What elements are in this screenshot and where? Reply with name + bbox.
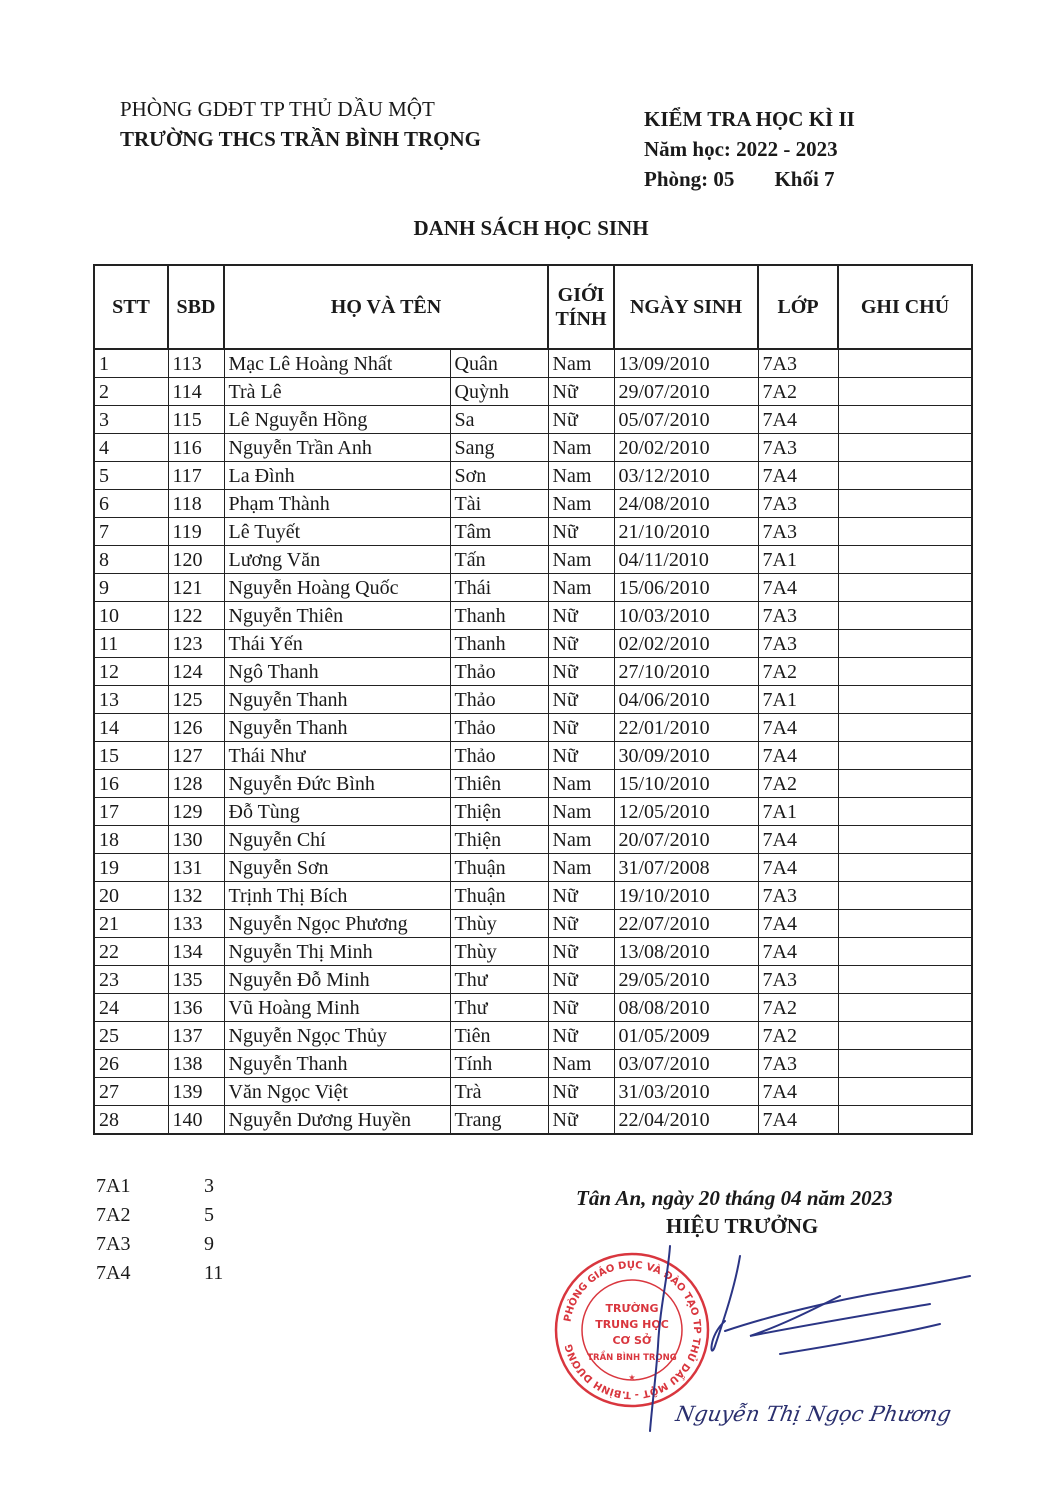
cell-note xyxy=(838,602,972,630)
cell-note xyxy=(838,798,972,826)
cell-given-name: Quân xyxy=(450,349,548,378)
cell-dob: 21/10/2010 xyxy=(614,518,758,546)
summary-row xyxy=(96,1230,223,1259)
cell-gender: Nam xyxy=(548,826,614,854)
cell-gender: Nữ xyxy=(548,1106,614,1135)
cell-note xyxy=(838,938,972,966)
summary-row xyxy=(96,1259,223,1288)
svg-text:PHÒNG GIÁO DỤC VÀ ĐÀO TẠO TP T: PHÒNG GIÁO DỤC VÀ ĐÀO TẠO TP THỦ DẦU MỘT - T.BÌNH DƯƠNG xyxy=(562,1259,703,1401)
cell-stt: 27 xyxy=(94,1078,168,1106)
summary-class: 7A2 xyxy=(96,1204,131,1226)
summary-row xyxy=(96,1172,223,1201)
student-table xyxy=(93,264,973,1135)
cell-sbd: 116 xyxy=(168,434,224,462)
cell-class: 7A3 xyxy=(758,630,838,658)
cell-class: 7A2 xyxy=(758,378,838,406)
cell-dob: 20/07/2010 xyxy=(614,826,758,854)
cell-dob: 22/07/2010 xyxy=(614,910,758,938)
table-row xyxy=(94,994,972,1022)
header-stt: STT xyxy=(94,265,168,349)
table-row xyxy=(94,798,972,826)
cell-family-name: Đỗ Tùng xyxy=(224,798,450,826)
cell-note xyxy=(838,882,972,910)
cell-sbd: 139 xyxy=(168,1078,224,1106)
table-row xyxy=(94,966,972,994)
table-row xyxy=(94,518,972,546)
place-date: Tân An, ngày 20 tháng 04 năm 2023 xyxy=(576,1186,893,1210)
cell-gender: Nữ xyxy=(548,994,614,1022)
svg-text:★: ★ xyxy=(628,1373,636,1382)
cell-given-name: Thảo xyxy=(450,686,548,714)
summary-class: 7A4 xyxy=(96,1262,131,1284)
cell-given-name: Thái xyxy=(450,574,548,602)
cell-sbd: 134 xyxy=(168,938,224,966)
cell-dob: 29/05/2010 xyxy=(614,966,758,994)
summary-class: 7A1 xyxy=(96,1175,131,1197)
cell-sbd: 136 xyxy=(168,994,224,1022)
table-row xyxy=(94,378,972,406)
cell-family-name: Thái Yến xyxy=(224,630,450,658)
cell-sbd: 137 xyxy=(168,1022,224,1050)
cell-family-name: Nguyễn Thiên xyxy=(224,602,450,630)
cell-family-name: Nguyễn Hoàng Quốc xyxy=(224,574,450,602)
cell-given-name: Tiên xyxy=(450,1022,548,1050)
table-row xyxy=(94,490,972,518)
table-row xyxy=(94,910,972,938)
cell-note xyxy=(838,378,972,406)
signer-title: HIỆU TRƯỞNG xyxy=(666,1214,819,1238)
cell-family-name: Phạm Thành xyxy=(224,490,450,518)
svg-text:TRẦN BÌNH TRỌNG: TRẦN BÌNH TRỌNG xyxy=(587,1353,677,1363)
cell-stt: 16 xyxy=(94,770,168,798)
cell-gender: Nữ xyxy=(548,602,614,630)
cell-stt: 4 xyxy=(94,434,168,462)
cell-note xyxy=(838,518,972,546)
cell-family-name: Mạc Lê Hoàng Nhất xyxy=(224,349,450,378)
svg-text:CƠ SỞ: CƠ SỞ xyxy=(612,1334,652,1347)
cell-note xyxy=(838,714,972,742)
school-year: Năm học: 2022 - 2023 xyxy=(644,137,838,161)
summary-count: 9 xyxy=(204,1233,214,1255)
cell-sbd: 119 xyxy=(168,518,224,546)
cell-note xyxy=(838,994,972,1022)
cell-dob: 31/03/2010 xyxy=(614,1078,758,1106)
cell-stt: 24 xyxy=(94,994,168,1022)
cell-sbd: 131 xyxy=(168,854,224,882)
summary-row xyxy=(96,1201,223,1230)
cell-family-name: Nguyễn Thanh xyxy=(224,714,450,742)
cell-given-name: Sa xyxy=(450,406,548,434)
table-row xyxy=(94,1022,972,1050)
cell-given-name: Trang xyxy=(450,1106,548,1135)
cell-stt: 15 xyxy=(94,742,168,770)
cell-given-name: Thanh xyxy=(450,630,548,658)
table-row xyxy=(94,826,972,854)
table-row xyxy=(94,854,972,882)
cell-stt: 20 xyxy=(94,882,168,910)
cell-class: 7A3 xyxy=(758,349,838,378)
cell-stt: 6 xyxy=(94,490,168,518)
cell-class: 7A4 xyxy=(758,938,838,966)
table-row xyxy=(94,406,972,434)
cell-sbd: 113 xyxy=(168,349,224,378)
cell-dob: 04/11/2010 xyxy=(614,546,758,574)
cell-family-name: Lê Nguyễn Hồng xyxy=(224,406,450,434)
cell-gender: Nữ xyxy=(548,630,614,658)
cell-dob: 24/08/2010 xyxy=(614,490,758,518)
cell-gender: Nữ xyxy=(548,378,614,406)
cell-class: 7A4 xyxy=(758,1106,838,1135)
cell-given-name: Thư xyxy=(450,966,548,994)
cell-given-name: Thùy xyxy=(450,938,548,966)
table-row xyxy=(94,1078,972,1106)
cell-gender: Nam xyxy=(548,490,614,518)
cell-given-name: Thuận xyxy=(450,882,548,910)
cell-note xyxy=(838,854,972,882)
cell-class: 7A2 xyxy=(758,994,838,1022)
cell-stt: 2 xyxy=(94,378,168,406)
cell-gender: Nam xyxy=(548,1050,614,1078)
cell-sbd: 115 xyxy=(168,406,224,434)
cell-gender: Nữ xyxy=(548,714,614,742)
header-gender-line2: TÍNH xyxy=(555,308,607,330)
table-row xyxy=(94,1106,972,1135)
cell-note xyxy=(838,742,972,770)
cell-family-name: Văn Ngọc Việt xyxy=(224,1078,450,1106)
cell-note xyxy=(838,462,972,490)
cell-class: 7A4 xyxy=(758,462,838,490)
cell-dob: 12/05/2010 xyxy=(614,798,758,826)
cell-family-name: Nguyễn Ngọc Phương xyxy=(224,910,450,938)
cell-class: 7A4 xyxy=(758,574,838,602)
cell-note xyxy=(838,1050,972,1078)
cell-note xyxy=(838,1022,972,1050)
signer-name: Nguyễn Thị Ngọc Phương xyxy=(673,1402,954,1426)
cell-class: 7A4 xyxy=(758,1078,838,1106)
cell-dob: 22/01/2010 xyxy=(614,714,758,742)
cell-family-name: Nguyễn Thanh xyxy=(224,1050,450,1078)
cell-given-name: Tính xyxy=(450,1050,548,1078)
cell-class: 7A1 xyxy=(758,546,838,574)
header-left xyxy=(120,94,481,154)
cell-gender: Nam xyxy=(548,349,614,378)
cell-stt: 26 xyxy=(94,1050,168,1078)
cell-stt: 14 xyxy=(94,714,168,742)
cell-stt: 7 xyxy=(94,518,168,546)
summary-class: 7A3 xyxy=(96,1233,131,1255)
cell-given-name: Thư xyxy=(450,994,548,1022)
cell-sbd: 132 xyxy=(168,882,224,910)
cell-sbd: 121 xyxy=(168,574,224,602)
cell-given-name: Thùy xyxy=(450,910,548,938)
cell-gender: Nam xyxy=(548,434,614,462)
cell-given-name: Thiện xyxy=(450,798,548,826)
cell-stt: 1 xyxy=(94,349,168,378)
department-name: PHÒNG GDĐT TP THỦ DẦU MỘT xyxy=(120,97,435,121)
cell-given-name: Thiên xyxy=(450,770,548,798)
cell-class: 7A2 xyxy=(758,1022,838,1050)
cell-dob: 10/03/2010 xyxy=(614,602,758,630)
cell-sbd: 123 xyxy=(168,630,224,658)
cell-sbd: 135 xyxy=(168,966,224,994)
header-class: LỚP xyxy=(758,265,838,349)
cell-gender: Nam xyxy=(548,854,614,882)
header-gender-line1: GIỚI xyxy=(557,284,605,306)
cell-family-name: Lê Tuyết xyxy=(224,518,450,546)
cell-sbd: 126 xyxy=(168,714,224,742)
cell-family-name: Trịnh Thị Bích xyxy=(224,882,450,910)
summary-count: 5 xyxy=(204,1204,214,1226)
header-gender xyxy=(548,265,614,349)
cell-gender: Nam xyxy=(548,546,614,574)
cell-gender: Nữ xyxy=(548,882,614,910)
cell-class: 7A3 xyxy=(758,966,838,994)
cell-dob: 13/09/2010 xyxy=(614,349,758,378)
cell-dob: 19/10/2010 xyxy=(614,882,758,910)
cell-sbd: 133 xyxy=(168,910,224,938)
cell-family-name: Vũ Hoàng Minh xyxy=(224,994,450,1022)
cell-gender: Nữ xyxy=(548,966,614,994)
cell-given-name: Thảo xyxy=(450,714,548,742)
header-right xyxy=(644,104,855,194)
cell-dob: 04/06/2010 xyxy=(614,686,758,714)
cell-sbd: 124 xyxy=(168,658,224,686)
cell-given-name: Thảo xyxy=(450,742,548,770)
cell-gender: Nữ xyxy=(548,686,614,714)
table-row xyxy=(94,658,972,686)
cell-family-name: Nguyễn Sơn xyxy=(224,854,450,882)
cell-stt: 11 xyxy=(94,630,168,658)
cell-note xyxy=(838,546,972,574)
cell-gender: Nam xyxy=(548,770,614,798)
cell-stt: 25 xyxy=(94,1022,168,1050)
cell-note xyxy=(838,490,972,518)
cell-given-name: Thuận xyxy=(450,854,548,882)
header-note: GHI CHÚ xyxy=(838,265,972,349)
cell-dob: 15/10/2010 xyxy=(614,770,758,798)
cell-family-name: Nguyễn Thị Minh xyxy=(224,938,450,966)
cell-note xyxy=(838,910,972,938)
cell-sbd: 140 xyxy=(168,1106,224,1135)
cell-dob: 29/07/2010 xyxy=(614,378,758,406)
cell-sbd: 122 xyxy=(168,602,224,630)
cell-dob: 02/02/2010 xyxy=(614,630,758,658)
cell-stt: 22 xyxy=(94,938,168,966)
cell-dob: 31/07/2008 xyxy=(614,854,758,882)
cell-gender: Nữ xyxy=(548,742,614,770)
cell-note xyxy=(838,434,972,462)
svg-text:TRUNG HỌC: TRUNG HỌC xyxy=(595,1318,669,1331)
table-row xyxy=(94,742,972,770)
cell-note xyxy=(838,574,972,602)
cell-given-name: Sơn xyxy=(450,462,548,490)
cell-class: 7A1 xyxy=(758,686,838,714)
cell-dob: 13/08/2010 xyxy=(614,938,758,966)
cell-gender: Nam xyxy=(548,798,614,826)
school-name: TRƯỜNG THCS TRẦN BÌNH TRỌNG xyxy=(120,127,481,151)
cell-stt: 19 xyxy=(94,854,168,882)
cell-sbd: 127 xyxy=(168,742,224,770)
cell-given-name: Sang xyxy=(450,434,548,462)
cell-note xyxy=(838,966,972,994)
cell-dob: 08/08/2010 xyxy=(614,994,758,1022)
header-sbd: SBD xyxy=(168,265,224,349)
cell-dob: 15/06/2010 xyxy=(614,574,758,602)
table-row xyxy=(94,938,972,966)
cell-note xyxy=(838,1078,972,1106)
cell-family-name: Thái Như xyxy=(224,742,450,770)
table-row xyxy=(94,349,972,378)
table-header-row xyxy=(94,265,972,349)
cell-given-name: Thảo xyxy=(450,658,548,686)
cell-family-name: Nguyễn Chí xyxy=(224,826,450,854)
cell-sbd: 120 xyxy=(168,546,224,574)
cell-gender: Nữ xyxy=(548,910,614,938)
cell-family-name: Nguyễn Đức Bình xyxy=(224,770,450,798)
room-grade xyxy=(644,164,855,194)
cell-family-name: Nguyễn Ngọc Thủy xyxy=(224,1022,450,1050)
cell-stt: 13 xyxy=(94,686,168,714)
cell-gender: Nữ xyxy=(548,658,614,686)
cell-stt: 5 xyxy=(94,462,168,490)
cell-given-name: Trà xyxy=(450,1078,548,1106)
cell-given-name: Tấn xyxy=(450,546,548,574)
cell-class: 7A2 xyxy=(758,770,838,798)
cell-gender: Nữ xyxy=(548,406,614,434)
cell-stt: 28 xyxy=(94,1106,168,1135)
cell-gender: Nữ xyxy=(548,938,614,966)
cell-note xyxy=(838,1106,972,1135)
cell-given-name: Tài xyxy=(450,490,548,518)
cell-stt: 21 xyxy=(94,910,168,938)
header-name: HỌ VÀ TÊN xyxy=(224,265,548,349)
cell-class: 7A4 xyxy=(758,406,838,434)
cell-dob: 01/05/2009 xyxy=(614,1022,758,1050)
cell-class: 7A4 xyxy=(758,714,838,742)
cell-class: 7A1 xyxy=(758,798,838,826)
cell-dob: 27/10/2010 xyxy=(614,658,758,686)
table-row xyxy=(94,882,972,910)
cell-sbd: 129 xyxy=(168,798,224,826)
cell-family-name: Nguyễn Trần Anh xyxy=(224,434,450,462)
cell-note xyxy=(838,630,972,658)
grade-level: Khối 7 xyxy=(774,167,835,191)
summary-count: 3 xyxy=(204,1175,214,1197)
cell-class: 7A4 xyxy=(758,854,838,882)
table-row xyxy=(94,574,972,602)
table-row xyxy=(94,602,972,630)
cell-class: 7A3 xyxy=(758,518,838,546)
cell-stt: 9 xyxy=(94,574,168,602)
cell-note xyxy=(838,406,972,434)
table-row xyxy=(94,462,972,490)
cell-class: 7A4 xyxy=(758,826,838,854)
cell-stt: 3 xyxy=(94,406,168,434)
cell-stt: 17 xyxy=(94,798,168,826)
table-row xyxy=(94,546,972,574)
document-title: DANH SÁCH HỌC SINH xyxy=(413,216,649,240)
cell-sbd: 125 xyxy=(168,686,224,714)
cell-class: 7A3 xyxy=(758,1050,838,1078)
cell-gender: Nam xyxy=(548,574,614,602)
table-row xyxy=(94,1050,972,1078)
cell-class: 7A3 xyxy=(758,490,838,518)
cell-family-name: Lương Văn xyxy=(224,546,450,574)
cell-class: 7A3 xyxy=(758,882,838,910)
room-number: Phòng: 05 xyxy=(644,167,735,191)
cell-class: 7A2 xyxy=(758,658,838,686)
summary-count: 11 xyxy=(204,1262,224,1284)
table-row xyxy=(94,630,972,658)
cell-dob: 30/09/2010 xyxy=(614,742,758,770)
cell-stt: 8 xyxy=(94,546,168,574)
cell-sbd: 117 xyxy=(168,462,224,490)
cell-family-name: La Đình xyxy=(224,462,450,490)
cell-given-name: Thiện xyxy=(450,826,548,854)
cell-note xyxy=(838,686,972,714)
cell-dob: 03/07/2010 xyxy=(614,1050,758,1078)
cell-sbd: 118 xyxy=(168,490,224,518)
cell-class: 7A3 xyxy=(758,602,838,630)
cell-family-name: Nguyễn Đỗ Minh xyxy=(224,966,450,994)
cell-gender: Nữ xyxy=(548,1022,614,1050)
cell-stt: 23 xyxy=(94,966,168,994)
cell-note xyxy=(838,770,972,798)
cell-sbd: 138 xyxy=(168,1050,224,1078)
cell-dob: 05/07/2010 xyxy=(614,406,758,434)
cell-stt: 12 xyxy=(94,658,168,686)
cell-stt: 18 xyxy=(94,826,168,854)
header-dob: NGÀY SINH xyxy=(614,265,758,349)
cell-sbd: 130 xyxy=(168,826,224,854)
cell-family-name: Ngô Thanh xyxy=(224,658,450,686)
cell-given-name: Thanh xyxy=(450,602,548,630)
cell-gender: Nữ xyxy=(548,518,614,546)
cell-family-name: Nguyễn Thanh xyxy=(224,686,450,714)
table-row xyxy=(94,770,972,798)
class-summary xyxy=(96,1172,223,1288)
table-row xyxy=(94,686,972,714)
cell-dob: 22/04/2010 xyxy=(614,1106,758,1135)
cell-family-name: Nguyễn Dương Huyền xyxy=(224,1106,450,1135)
cell-given-name: Tâm xyxy=(450,518,548,546)
cell-note xyxy=(838,349,972,378)
svg-text:TRƯỜNG: TRƯỜNG xyxy=(605,1302,659,1315)
cell-sbd: 114 xyxy=(168,378,224,406)
cell-dob: 03/12/2010 xyxy=(614,462,758,490)
cell-dob: 20/02/2010 xyxy=(614,434,758,462)
cell-sbd: 128 xyxy=(168,770,224,798)
table-row xyxy=(94,714,972,742)
cell-note xyxy=(838,658,972,686)
table-row xyxy=(94,434,972,462)
cell-given-name: Quỳnh xyxy=(450,378,548,406)
cell-gender: Nữ xyxy=(548,1078,614,1106)
cell-note xyxy=(838,826,972,854)
cell-class: 7A4 xyxy=(758,742,838,770)
cell-family-name: Trà Lê xyxy=(224,378,450,406)
cell-stt: 10 xyxy=(94,602,168,630)
cell-class: 7A3 xyxy=(758,434,838,462)
cell-class: 7A4 xyxy=(758,910,838,938)
exam-title: KIỂM TRA HỌC KÌ II xyxy=(644,107,855,131)
cell-gender: Nam xyxy=(548,462,614,490)
